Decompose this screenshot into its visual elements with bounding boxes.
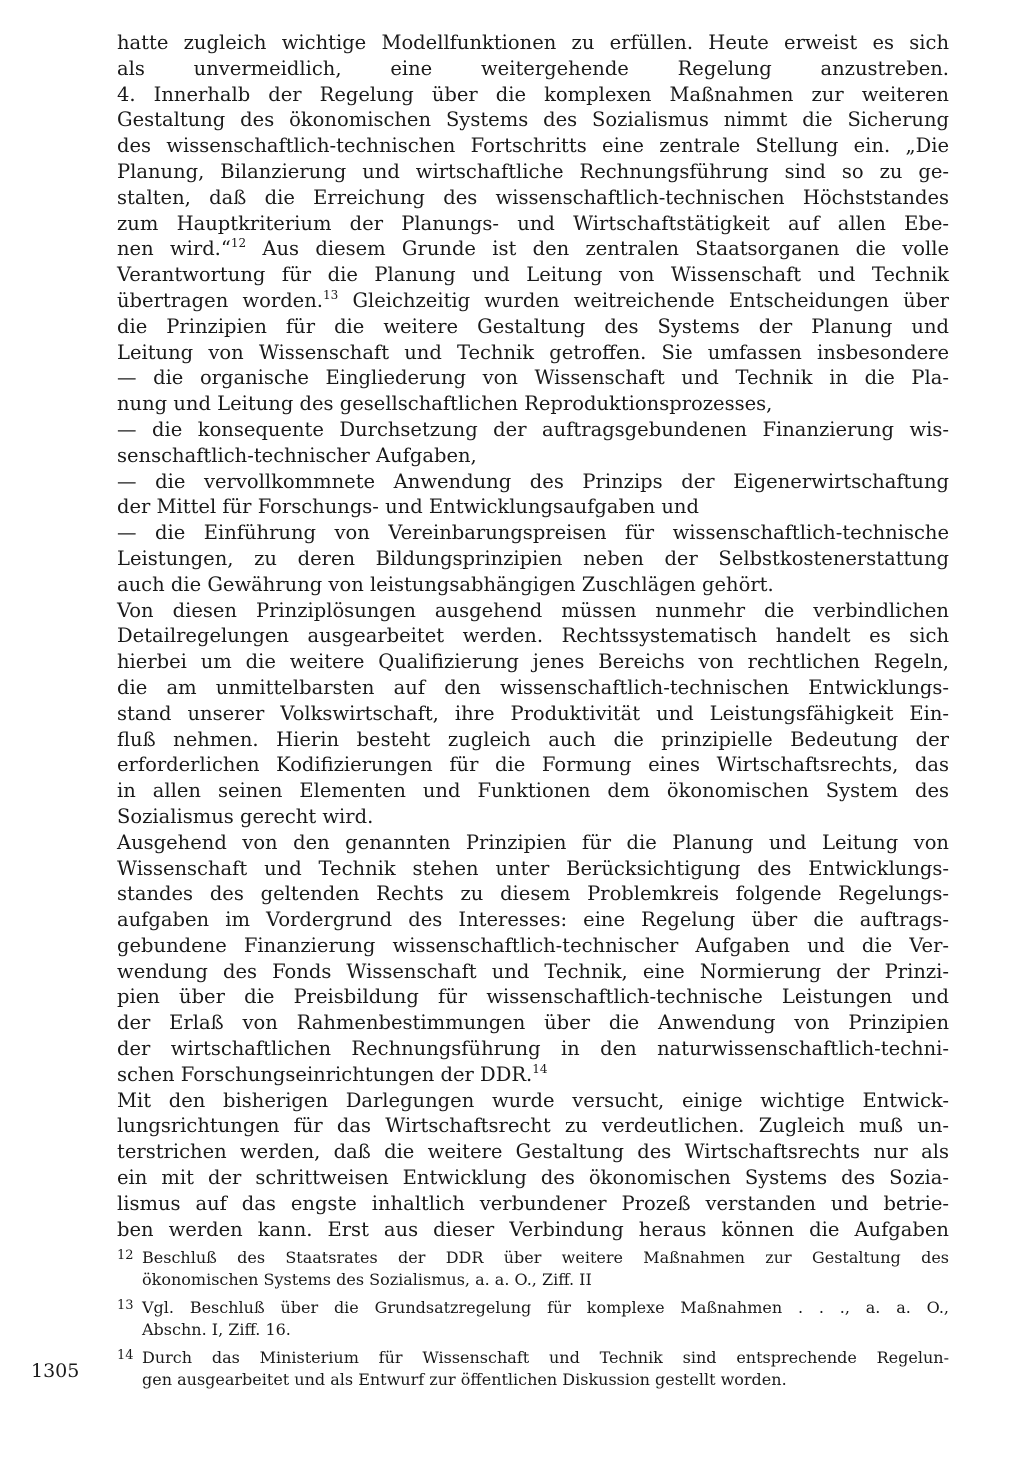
line-text: übertragen worden.: [117, 288, 323, 312]
line-text: nen wird.“: [117, 237, 231, 261]
footnote-line: Durch das Ministerium für Wissenschaft und Technik sind entsprechende Regelun-: [142, 1348, 949, 1368]
text-line: Gestaltung des ökonomischen Systems des Sozialismus nimmt die Sicherung: [117, 108, 949, 132]
footnote-line: Vgl. Beschluß über die Grundsatzregelung für komplexe Maßnahmen . . ., a. a. O.,: [142, 1298, 949, 1318]
line-text: schen Forschungseinrichtungen der DDR.: [117, 1062, 533, 1086]
text-line: wendung des Fonds Wissenschaft und Technik, eine Normierung der Prinzi-: [117, 959, 949, 983]
text-line: fluß nehmen. Hierin besteht zugleich auch die prinzipielle Bedeutung der: [117, 727, 949, 751]
footnote-reference: 14: [532, 1061, 548, 1076]
text-line: hierbei um die weitere Qualifizierung jenes Bereichs von rechtlichen Regeln,: [117, 650, 949, 674]
footnote-line: Abschn. I, Ziff. 16.: [142, 1319, 291, 1339]
text-line: auch die Gewährung von leistungsabhängigen Zuschlägen gehört.: [117, 572, 774, 596]
footnote-number: 13: [117, 1298, 134, 1314]
text-line: der wirtschaftlichen Rechnungsführung in den naturwissenschaftlich-techni-: [117, 1037, 949, 1061]
text-line: in allen seinen Elementen und Funktionen dem ökonomischen System des: [117, 779, 949, 803]
text-line: lismus auf das engste inhaltlich verbundener Prozeß verstanden und betrie-: [117, 1191, 949, 1215]
text-line: Sozialismus gerecht wird.: [117, 804, 374, 828]
text-line: nung und Leitung des gesellschaftlichen Reproduktionsprozesses,: [117, 392, 773, 416]
line-text: Gleichzeitig wurden weitreichende Entscheidungen über: [338, 288, 949, 312]
text-line: zum Hauptkriterium der Planungs- und Wirtschaftstätigkeit auf allen Ebe-: [117, 211, 949, 235]
text-line: der Erlaß von Rahmenbestimmungen über die Anwendung von Prinzipien: [117, 1011, 949, 1035]
footnote-line: Beschluß des Staatsrates der DDR über weitere Maßnahmen zur Gestaltung des: [142, 1248, 949, 1267]
body-text: [117, 30, 949, 1242]
text-line: Verantwortung für die Planung und Leitung von Wissenschaft und Technik: [117, 263, 949, 287]
footnote: [117, 1297, 949, 1340]
footnote: [117, 1347, 949, 1390]
text-line: 4. Innerhalb der Regelung über die komplexen Maßnahmen zur weiteren: [117, 82, 949, 106]
text-line: [117, 236, 949, 262]
text-line: Wissenschaft und Technik stehen unter Berücksichtigung des Entwicklungs-: [117, 856, 949, 880]
text-line: senschaftlich-technischer Aufgaben,: [117, 443, 477, 467]
text-line: erforderlichen Kodifizierungen für die Formung eines Wirtschaftsrechts, das: [117, 753, 949, 777]
text-line: gebundene Finanzierung wissenschaftlich-technischer Aufgaben und die Ver-: [117, 933, 949, 957]
text-line: des wissenschaftlich-technischen Fortschritts eine zentrale Stellung ein. „Die: [117, 134, 949, 158]
text-line: Leistungen, zu deren Bildungsprinzipien neben der Selbstkostenerstattung: [117, 546, 949, 570]
footnotes: [117, 1247, 949, 1398]
text-line: [117, 1062, 949, 1088]
text-line: — die konsequente Durchsetzung der auftragsgebundenen Finanzierung wis-: [117, 417, 949, 441]
text-line: die am unmittelbarsten auf den wissenschaftlich-technischen Entwicklungs-: [117, 675, 949, 699]
text-line: Ausgehend von den genannten Prinzipien für die Planung und Leitung von: [117, 830, 949, 854]
page-number: 1305: [31, 1360, 80, 1382]
footnote-line: gen ausgearbeitet und als Entwurf zur öffentlichen Diskussion gestellt worden.: [142, 1369, 787, 1389]
text-line: der Mittel für Forschungs- und Entwicklungsaufgaben und: [117, 495, 699, 519]
text-line: standes des geltenden Rechts zu diesem Problemkreis folgende Regelungs-: [117, 882, 949, 906]
text-line: Planung, Bilanzierung und wirtschaftliche Rechnungsführung sind so zu ge-: [117, 159, 949, 183]
text-line: ein mit der schrittweisen Entwicklung des ökonomischen Systems des Sozia-: [117, 1166, 949, 1190]
text-line: ben werden kann. Erst aus dieser Verbindung heraus können die Aufgaben: [117, 1217, 949, 1241]
footnote-number: 14: [117, 1348, 134, 1364]
footnote-reference: 13: [322, 287, 339, 302]
text-line: terstrichen werden, daß die weitere Gestaltung des Wirtschaftsrechts nur als: [117, 1140, 949, 1164]
text-line: pien über die Preisbildung für wissenschaftlich-technische Leistungen und: [117, 985, 949, 1009]
text-line: — die Einführung von Vereinbarungspreisen für wissenschaftlich-technische: [117, 521, 949, 545]
text-line: Von diesen Prinziplösungen ausgehend müssen nunmehr die verbindlichen: [117, 598, 949, 622]
text-line: Detailregelungen ausgearbeitet werden. Rechtssystematisch handelt es sich: [117, 624, 949, 648]
text-line: stalten, daß die Erreichung des wissenschaftlich-technischen Höchststandes: [117, 185, 949, 209]
text-line: als unvermeidlich, eine weitergehende Regelung anzustreben.: [117, 56, 949, 80]
text-line: lungsrichtungen für das Wirtschaftsrecht zu verdeutlichen. Zugleich muß un-: [117, 1114, 949, 1138]
text-line: — die vervollkommnete Anwendung des Prinzips der Eigenerwirtschaftung: [117, 469, 949, 493]
footnote: [117, 1247, 949, 1290]
text-line: stand unserer Volkswirtschaft, ihre Produktivität und Leistungsfähigkeit Ein-: [117, 701, 949, 725]
text-line: — die organische Eingliederung von Wissenschaft und Technik in die Pla-: [117, 366, 949, 390]
text-line: die Prinzipien für die weitere Gestaltung des Systems der Planung und: [117, 314, 949, 338]
text-line: [117, 288, 949, 314]
footnote-reference: 12: [230, 236, 247, 251]
footnote-line: ökonomischen Systems des Sozialismus, a. a. O., Ziff. II: [142, 1269, 592, 1289]
footnote-number: 12: [117, 1248, 134, 1263]
text-line: Mit den bisherigen Darlegungen wurde versucht, einige wichtige Entwick-: [117, 1088, 949, 1112]
text-line: hatte zugleich wichtige Modellfunktionen zu erfüllen. Heute erweist es sich: [117, 31, 949, 54]
text-line: aufgaben im Vordergrund des Interesses: eine Regelung über die auftrags-: [117, 908, 949, 932]
text-line: Leitung von Wissenschaft und Technik getroffen. Sie umfassen insbesondere: [117, 340, 949, 364]
line-text: Aus diesem Grunde ist den zentralen Staatsorganen die volle: [246, 237, 949, 261]
